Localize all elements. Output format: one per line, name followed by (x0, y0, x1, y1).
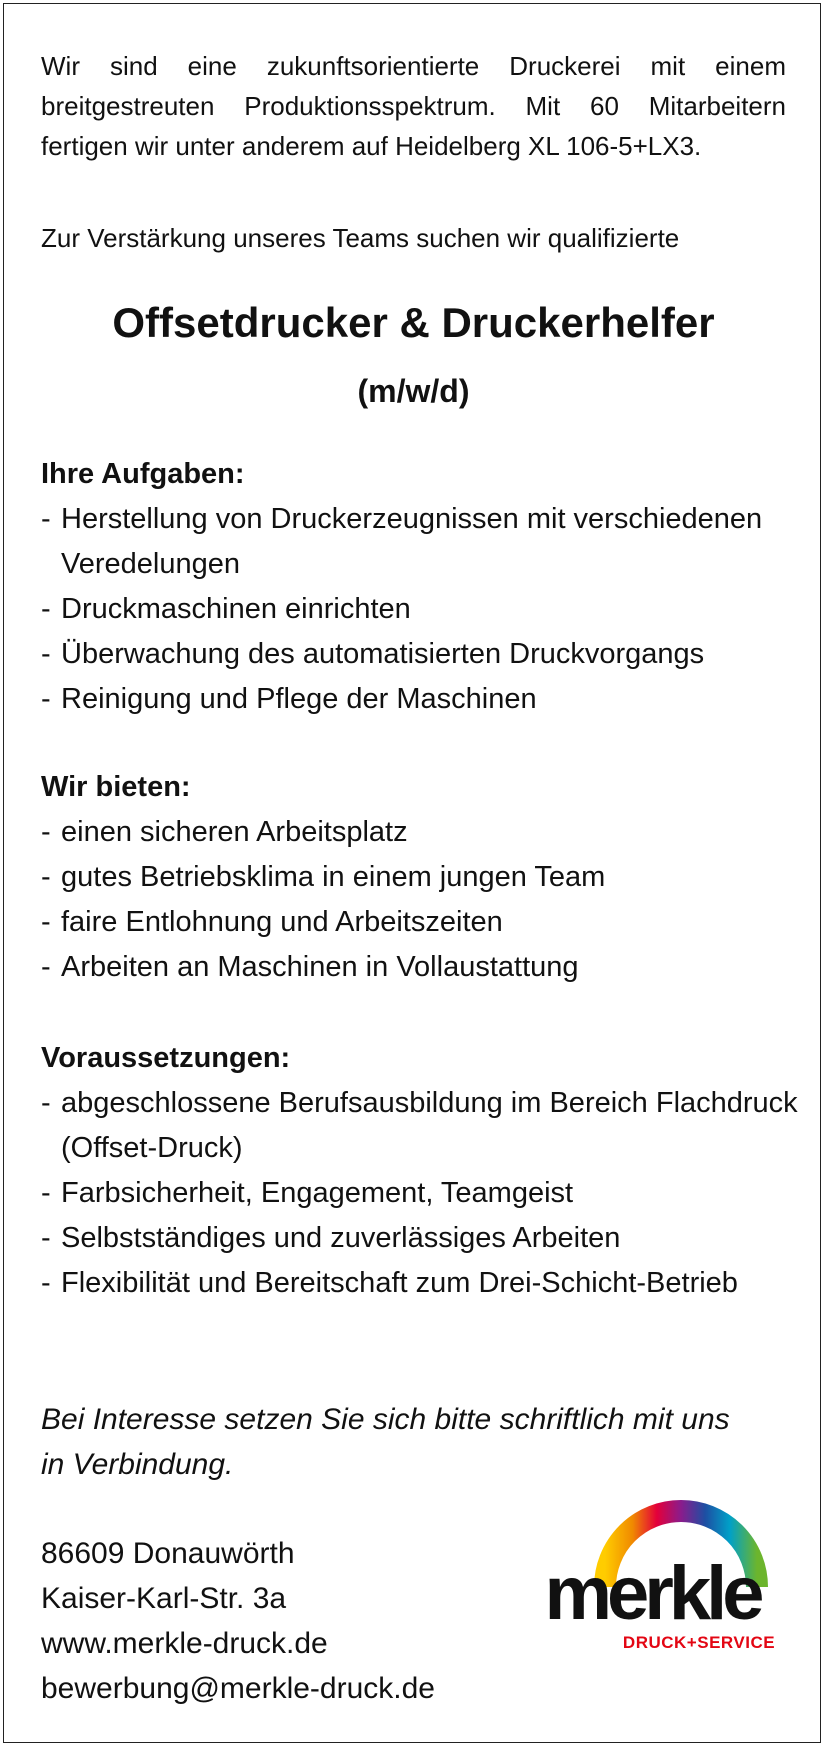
list-marker: - (41, 638, 51, 670)
list-item: - abgeschlossene Berufsausbildung im Bereich Flachdruck (Offset-Druck) (41, 1081, 801, 1171)
list-item: - einen sicheren Arbeitsplatz (41, 810, 801, 855)
contact-block (41, 1531, 521, 1711)
contact-city: 86609 Donauwörth (41, 1537, 295, 1570)
requirements-section (41, 1036, 801, 1306)
list-marker: - (41, 951, 51, 983)
offer-heading: Wir bieten: (41, 771, 191, 803)
list-item: - faire Entlohnung und Arbeitszeiten (41, 900, 801, 945)
list-item: - Arbeiten an Maschinen in Vollaustattung (41, 945, 801, 990)
list-marker: - (41, 1222, 51, 1254)
intro-paragraph: Wir sind eine zukunftsorientierte Druckerei mit einem breitgestreuten Produktionsspektrum. Mit 60 Mitarbeitern fertigen wir unter anderem auf Heidelberg XL 106-5+LX3. (41, 51, 786, 161)
list-marker: - (41, 816, 51, 848)
list-item: - Flexibilität und Bereitschaft zum Drei-Schicht-Betrieb (41, 1261, 801, 1306)
list-item: - Überwachung des automatisierten Druckvorgangs (41, 632, 801, 677)
list-marker: - (41, 683, 51, 715)
requirements-heading: Voraussetzungen: (41, 1042, 291, 1074)
lead-sentence: Zur Verstärkung unseres Teams suchen wir qualifizierte (41, 223, 680, 253)
offer-section (41, 765, 801, 990)
contact-website[interactable]: www.merkle-druck.de (41, 1627, 328, 1660)
list-marker: - (41, 1177, 51, 1209)
list-marker: - (41, 503, 51, 535)
list-marker: - (41, 593, 51, 625)
list-item: - Herstellung von Druckerzeugnissen mit verschiedenen Veredelungen (41, 497, 801, 587)
contact-street: Kaiser-Karl-Str. 3a (41, 1582, 287, 1615)
list-item: - Druckmaschinen einrichten (41, 587, 801, 632)
list-marker: - (41, 906, 51, 938)
closing-note: Bei Interesse setzen Sie sich bitte schriftlich mit uns in Verbindung. (41, 1403, 730, 1481)
list-marker: - (41, 1087, 51, 1119)
logo-tagline: DRUCK+SERVICE (622, 1633, 776, 1652)
list-item: - Selbstständiges und zuverlässiges Arbeiten (41, 1216, 801, 1261)
tasks-heading: Ihre Aufgaben: (41, 458, 245, 490)
list-marker: - (41, 1267, 51, 1299)
gender-suffix: (m/w/d) (357, 373, 470, 409)
merkle-logo (505, 1495, 795, 1665)
list-item: - Farbsicherheit, Engagement, Teamgeist (41, 1171, 801, 1216)
list-item: - Reinigung und Pflege der Maschinen (41, 677, 801, 722)
logo-wordmark: merkle (544, 1551, 760, 1636)
tasks-section (41, 452, 801, 722)
contact-email[interactable]: bewerbung@merkle-druck.de (41, 1672, 435, 1705)
list-item: - gutes Betriebsklima in einem jungen Team (41, 855, 801, 900)
job-title: Offsetdrucker & Druckerhelfer (112, 299, 715, 346)
list-marker: - (41, 861, 51, 893)
